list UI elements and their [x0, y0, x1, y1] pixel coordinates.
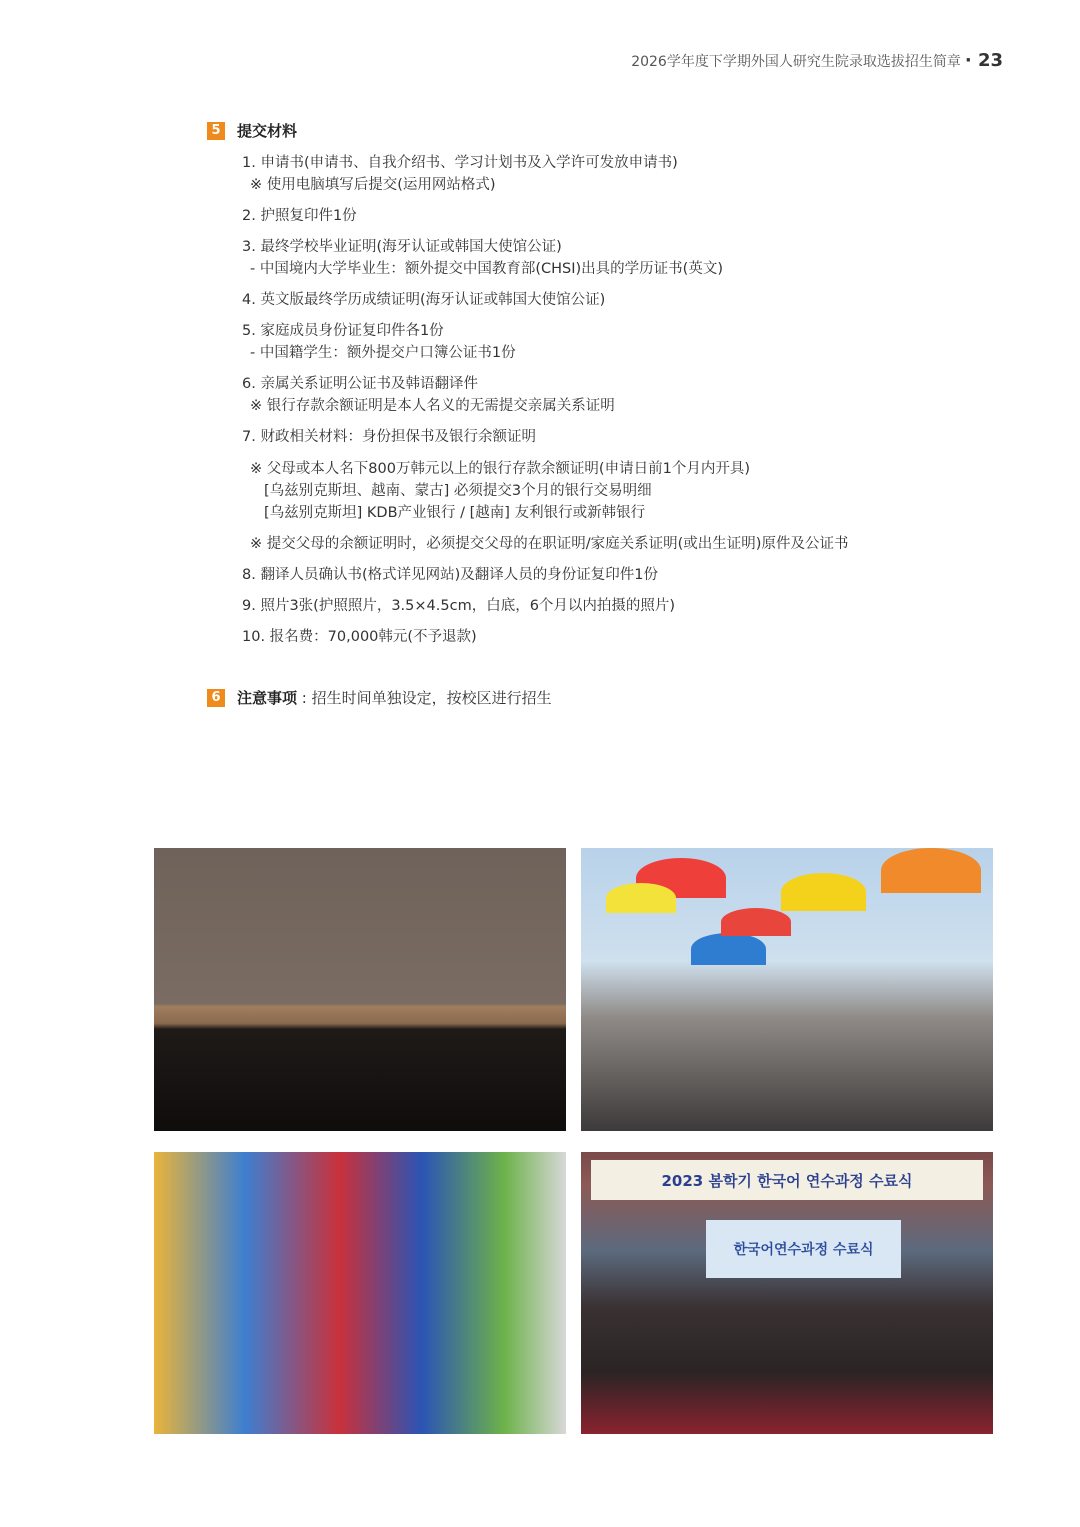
section-5-heading: [207, 120, 297, 141]
list-item: [242, 289, 942, 311]
list-item: [242, 564, 942, 586]
list-item: [242, 426, 942, 555]
photo-dance-performance: [154, 848, 566, 1131]
ceremony-banner: 2023 봄학기 한국어 연수과정 수료식: [591, 1160, 983, 1200]
section-6-number-badge: 6: [207, 689, 225, 707]
section-6-heading: [207, 687, 552, 708]
list-item: [242, 320, 942, 364]
photo-umbrella-group: [581, 848, 993, 1131]
photo-graduation-ceremony: [581, 1152, 993, 1434]
item-note: ※ 银行存款余额证明是本人名义的无需提交亲属关系证明: [250, 398, 615, 414]
item-text: 1. 申请书(申请书、自我介绍书、学习计划书及入学许可发放申请书): [242, 155, 678, 171]
item-bracket-note: [乌兹别克斯坦、越南、蒙古] 必须提交3个月的银行交易明细: [264, 483, 652, 499]
item-text: 4. 英文版最终学历成绩证明(海牙认证或韩国大使馆公证): [242, 292, 606, 308]
item-text: 2. 护照复印件1份: [242, 208, 357, 224]
item-text: 8. 翻译人员确认书(格式详见网站)及翻译人员的身份证复印件1份: [242, 567, 658, 583]
item-note: ※ 父母或本人名下800万韩元以上的银行存款余额证明(申请日前1个月内开具): [250, 461, 750, 477]
section-6-title: 注意事项: [237, 689, 298, 707]
page-number: · 23: [964, 50, 1003, 71]
list-item: [242, 626, 942, 648]
item-sub: - 中国籍学生：额外提交户口簿公证书1份: [250, 345, 516, 361]
page-header: [631, 50, 1003, 71]
item-text: 6. 亲属关系证明公证书及韩语翻译件: [242, 376, 478, 392]
list-item: [242, 236, 942, 280]
item-sub: - 中国境内大学毕业生：额外提交中国教育部(CHSI)出具的学历证书(英文): [250, 261, 723, 277]
section-5-title: 提交材料: [237, 122, 298, 140]
list-item: [242, 595, 942, 617]
item-text: 10. 报名费：70,000韩元(不予退款): [242, 629, 477, 645]
header-title: 2026学年度下学期外国人研究生院录取选拔招生简章: [631, 54, 961, 70]
item-bracket-note: [乌兹别克斯坦] KDB产业银行 / [越南] 友利银行或新韩银行: [264, 505, 646, 521]
page-number-value: 23: [977, 50, 1003, 71]
photo-legoland-group: [154, 1152, 566, 1434]
section-6-text: : 招生时间单独设定，按校区进行招生: [297, 689, 552, 707]
list-item: [242, 205, 942, 227]
item-text: 7. 财政相关材料：身份担保书及银行余额证明: [242, 429, 536, 445]
list-item: [242, 373, 942, 417]
item-text: 3. 最终学校毕业证明(海牙认证或韩国大使馆公证): [242, 239, 562, 255]
materials-list: [242, 152, 942, 657]
item-text: 5. 家庭成员身份证复印件各1份: [242, 323, 444, 339]
item-text: 9. 照片3张(护照照片，3.5×4.5cm，白底，6个月以内拍摄的照片): [242, 598, 676, 614]
item-note: ※ 使用电脑填写后提交(运用网站格式): [250, 177, 496, 193]
item-note: ※ 提交父母的余额证明时，必须提交父母的在职证明/家庭关系证明(或出生证明)原件及公证书: [250, 536, 849, 552]
list-item: [242, 152, 942, 196]
ceremony-screen: 한국어연수과정 수료식: [706, 1220, 901, 1278]
section-5-number-badge: 5: [207, 122, 225, 140]
